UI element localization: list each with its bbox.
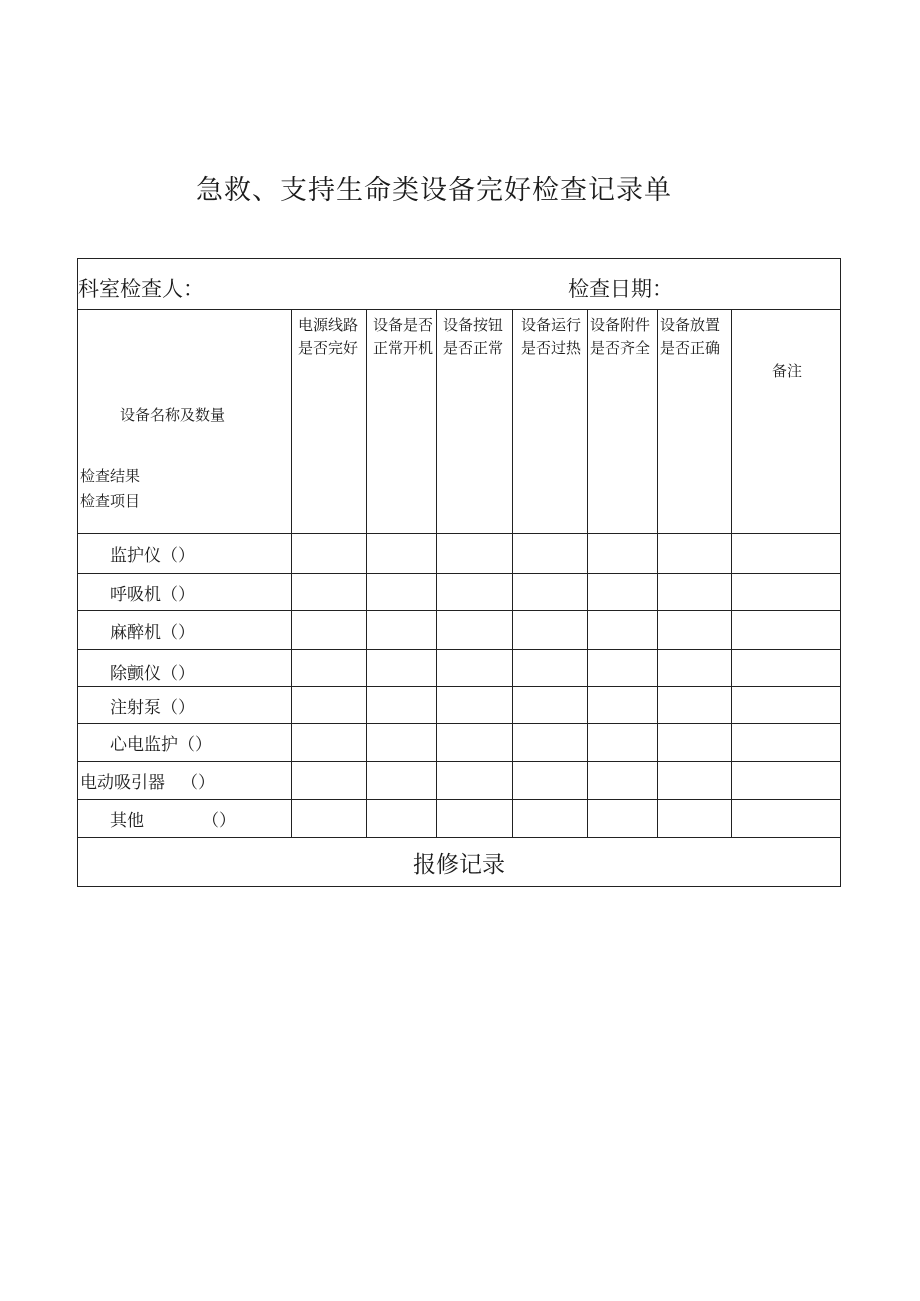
remark-cell[interactable]: [732, 650, 841, 687]
check-cell[interactable]: [437, 762, 513, 800]
check-cell[interactable]: [437, 611, 513, 650]
check-cell[interactable]: [658, 724, 732, 762]
table-row: [78, 762, 841, 800]
remark-cell[interactable]: [732, 611, 841, 650]
check-cell[interactable]: [658, 611, 732, 650]
check-cell[interactable]: [513, 724, 588, 762]
check-item-label: 检查项目: [80, 492, 141, 510]
check-cell[interactable]: [292, 800, 367, 838]
info-cell[interactable]: [78, 259, 841, 310]
check-cell[interactable]: [437, 650, 513, 687]
check-cell[interactable]: [513, 800, 588, 838]
inspector-label: 科室检查人：: [78, 277, 204, 301]
check-cell[interactable]: [658, 762, 732, 800]
item-name-cell: 电动吸引器 （）: [78, 762, 292, 800]
check-cell[interactable]: [513, 574, 588, 611]
device-name-qty-label: 设备名称及数量: [120, 406, 226, 424]
check-cell[interactable]: [513, 534, 588, 574]
inspection-table: [77, 258, 841, 887]
table-row: [78, 534, 841, 574]
item-name-cell: 注射泵（）: [78, 687, 292, 724]
col-header-placement: 设备放置是否正确: [658, 310, 732, 534]
table-row: [78, 574, 841, 611]
remark-cell[interactable]: [732, 800, 841, 838]
check-cell[interactable]: [367, 611, 437, 650]
col-header-startup: 设备是否正常开机: [367, 310, 437, 534]
check-cell[interactable]: [437, 724, 513, 762]
col-header-accessories: 设备附件是否齐全: [588, 310, 658, 534]
check-cell[interactable]: [292, 762, 367, 800]
check-cell[interactable]: [513, 687, 588, 724]
check-cell[interactable]: [292, 724, 367, 762]
item-name-cell: 除颤仪（）: [78, 650, 292, 687]
item-name-cell: 其他 （）: [78, 800, 292, 838]
check-cell[interactable]: [292, 534, 367, 574]
check-cell[interactable]: [658, 650, 732, 687]
check-cell[interactable]: [437, 534, 513, 574]
table-row: [78, 800, 841, 838]
info-row: [78, 259, 841, 310]
table-row: [78, 650, 841, 687]
check-cell[interactable]: [658, 687, 732, 724]
check-cell[interactable]: [367, 650, 437, 687]
item-name-cell: 心电监护（）: [78, 724, 292, 762]
check-cell[interactable]: [588, 611, 658, 650]
check-cell[interactable]: [588, 534, 658, 574]
remark-cell[interactable]: [732, 687, 841, 724]
check-cell[interactable]: [513, 611, 588, 650]
item-name-cell: 呼吸机（）: [78, 574, 292, 611]
check-cell[interactable]: [367, 724, 437, 762]
check-cell[interactable]: [437, 800, 513, 838]
check-cell[interactable]: [292, 611, 367, 650]
check-cell[interactable]: [513, 762, 588, 800]
repair-record-row: [78, 838, 841, 887]
date-label: 检查日期：: [568, 277, 673, 301]
check-cell[interactable]: [437, 574, 513, 611]
check-cell[interactable]: [437, 687, 513, 724]
remark-cell[interactable]: [732, 574, 841, 611]
check-cell[interactable]: [367, 762, 437, 800]
remark-cell[interactable]: [732, 534, 841, 574]
col-header-buttons: 设备按钮是否正常: [437, 310, 513, 534]
header-row: [78, 310, 841, 534]
check-result-label: 检查结果: [80, 467, 141, 485]
remark-cell[interactable]: [732, 762, 841, 800]
check-cell[interactable]: [367, 687, 437, 724]
item-name-cell: 麻醉机（）: [78, 611, 292, 650]
table-row: [78, 724, 841, 762]
check-cell[interactable]: [367, 800, 437, 838]
table-row: [78, 611, 841, 650]
col-header-overheat: 设备运行是否过热: [513, 310, 588, 534]
col-header-remarks: 备注: [732, 310, 841, 534]
check-cell[interactable]: [588, 724, 658, 762]
check-cell[interactable]: [292, 574, 367, 611]
check-cell[interactable]: [367, 534, 437, 574]
check-cell[interactable]: [588, 687, 658, 724]
item-name-cell: 监护仪（）: [78, 534, 292, 574]
diagonal-header-cell: [78, 310, 292, 534]
col-header-power: 电源线路是否完好: [292, 310, 367, 534]
check-cell[interactable]: [658, 534, 732, 574]
remark-cell[interactable]: [732, 724, 841, 762]
check-cell[interactable]: [658, 800, 732, 838]
check-cell[interactable]: [513, 650, 588, 687]
page-title: 急救、支持生命类设备完好检查记录单: [196, 175, 672, 206]
check-cell[interactable]: [588, 762, 658, 800]
check-cell[interactable]: [292, 650, 367, 687]
check-cell[interactable]: [367, 574, 437, 611]
check-cell[interactable]: [588, 574, 658, 611]
table-row: [78, 687, 841, 724]
check-cell[interactable]: [588, 800, 658, 838]
check-cell[interactable]: [658, 574, 732, 611]
check-cell[interactable]: [292, 687, 367, 724]
repair-record-cell[interactable]: 报修记录: [78, 838, 841, 887]
check-cell[interactable]: [588, 650, 658, 687]
